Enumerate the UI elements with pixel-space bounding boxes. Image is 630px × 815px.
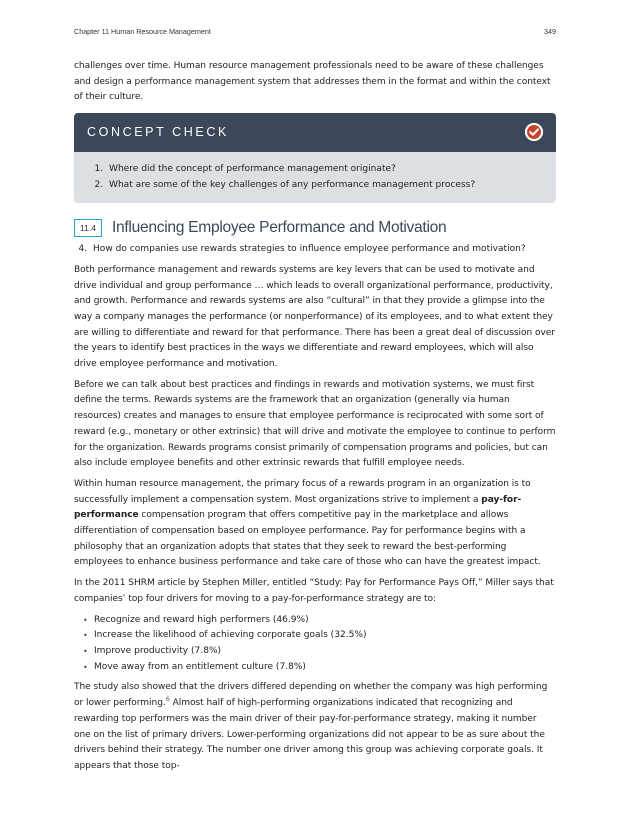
concept-check-title: CONCEPT CHECK <box>87 125 229 140</box>
chapter-title: Chapter 11 Human Resource Management <box>74 27 211 36</box>
concept-check-body <box>74 152 556 203</box>
concept-check-box <box>74 113 556 203</box>
section-number: 11.4 <box>74 219 102 237</box>
body-paragraph: Both performance management and rewards systems are key levers that can be used to motivate and drive individual and group performance … which leads to overall organizational performance, productivity, and growth. Performance and rewards systems are also “cultural” in that they provide a glimpse into the way a company manages the performance (or nonperformance) of its employees, and to what extent they are willing to differentiate and reward for that performance. There has been a great deal of discussion over the years to identify best practices in the ways we differentiate and reward employees, which will also drive employee performance and motivation. <box>74 264 555 370</box>
body-paragraph: Before we can talk about best practices and findings in rewards and motivation systems, we must first define the terms. Rewards systems are the framework that an organization (generally via human resources) creates and manages to ensure that employee performance is reciprocated with some sort of reward (e.g., monetary or other extrinsic) that will drive and motivate the employee to continue to perform for the organization. Rewards programs consist primarily of compensation programs and policies, but can also include employee benefits and other extrinsic rewards that fulfill employee needs. <box>74 379 556 469</box>
list-item: • Increase the likelihood of achieving corporate goals (32.5%) <box>94 628 556 644</box>
concept-check-question: 2. What are some of the key challenges of any performance management process? <box>106 177 540 193</box>
body-paragraph: The study also showed that the drivers differed depending on whether the company was high performing or lower performing.$^6$ Almost half of high-performing organizations indicated that recognizing and rewarding top performers was the main driver of their pay-for-performance strategy, making it number one on the list of primary drivers. Lower-performing organizations did not appear to be as sure about the drivers behind their strategy. The number one driver among this group was achieving corporate goals. It appears that those top- <box>74 682 548 771</box>
concept-check-header <box>74 113 556 152</box>
learning-objective: 4. How do companies use rewards strategies to influence employee performance and motivation? <box>90 242 556 258</box>
section-title: Influencing Employee Performance and Motivation <box>112 219 447 237</box>
learning-objective-list <box>74 242 556 258</box>
section-heading <box>74 219 556 237</box>
intro-paragraph: challenges over time. Human resource management professionals need to be aware of these challenges and design a performance management system that addresses them in the format and within the context of their culture. <box>74 61 551 103</box>
list-item: • Improve productivity (7.8%) <box>94 644 556 660</box>
list-item: • Recognize and reward high performers (46.9%) <box>94 613 556 629</box>
footnote-reference[interactable]: 6 <box>165 695 170 704</box>
check-circle-icon <box>525 123 543 141</box>
drivers-list <box>74 613 556 676</box>
body-paragraph: In the 2011 SHRM article by Stephen Miller, entitled “Study: Pay for Performance Pays Off,” Miller says that companies’ top four drivers for moving to a pay-for-performance strategy are to: <box>74 578 554 604</box>
concept-check-question: 1. Where did the concept of performance management originate? <box>106 161 540 177</box>
main-content <box>74 59 556 780</box>
list-item: • Move away from an entitlement culture (7.8%) <box>94 660 556 676</box>
key-term: pay-for-performance <box>74 494 522 521</box>
running-header <box>74 27 556 36</box>
page-number: 349 <box>544 27 556 36</box>
body-paragraph: Within human resource management, the primary focus of a rewards program in an organization is to successfully implement a compensation system. Most organizations strive to implement a pay-for-performance compensation program that offers competitive pay in the marketplace and allows differentiation of compensation based on employee performance. Pay for performance begins with a philosophy that an organization adopts that states that they seek to reward the best-performing employees to enhance business performance and take care of those who can have the greatest impact. <box>74 478 541 568</box>
